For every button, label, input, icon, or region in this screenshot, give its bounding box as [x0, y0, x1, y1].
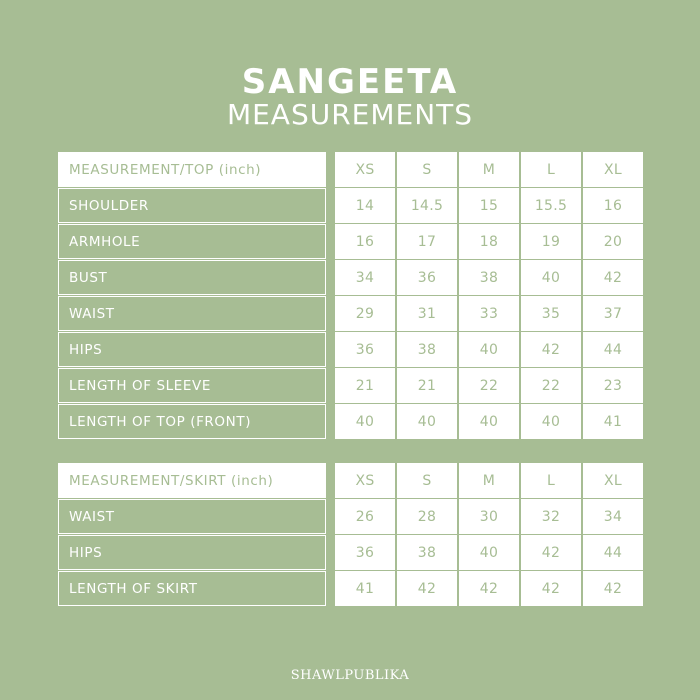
- size-header-m: M: [459, 463, 519, 498]
- value-cell: 41: [335, 571, 395, 606]
- table-header-label: MEASUREMENT/SKIRT (inch): [58, 463, 326, 498]
- value-cell: 42: [521, 332, 581, 367]
- table-row: [58, 332, 643, 367]
- size-header-s: S: [397, 152, 457, 187]
- value-cell: 21: [397, 368, 457, 403]
- brand-logo: SHAWLPUBLIKA: [290, 668, 410, 683]
- size-header-s: S: [397, 463, 457, 498]
- value-cell: 19: [521, 224, 581, 259]
- page-title: SANGEETA: [241, 62, 459, 102]
- value-cell: 40: [459, 404, 519, 439]
- value-cell: 28: [397, 499, 457, 534]
- value-cell: 40: [397, 404, 457, 439]
- table-row: [58, 535, 643, 570]
- row-label: WAIST: [58, 499, 326, 534]
- top-measurement-table: [58, 152, 643, 440]
- value-cell: 37: [583, 296, 643, 331]
- value-cell: 44: [583, 535, 643, 570]
- value-cell: 30: [459, 499, 519, 534]
- row-label: LENGTH OF SKIRT: [58, 571, 326, 606]
- value-cell: 40: [335, 404, 395, 439]
- value-cell: 38: [397, 332, 457, 367]
- value-cell: 14: [335, 188, 395, 223]
- value-cell: 42: [521, 571, 581, 606]
- size-header-xs: XS: [335, 463, 395, 498]
- page-subtitle: MEASUREMENTS: [226, 98, 474, 131]
- value-cell: 17: [397, 224, 457, 259]
- value-cell: 36: [335, 332, 395, 367]
- size-header-xs: XS: [335, 152, 395, 187]
- value-cell: 22: [459, 368, 519, 403]
- size-header-xl: XL: [583, 463, 643, 498]
- value-cell: 31: [397, 296, 457, 331]
- value-cell: 40: [521, 260, 581, 295]
- row-label: HIPS: [58, 332, 326, 367]
- skirt-measurement-table: [58, 463, 643, 607]
- value-cell: 41: [583, 404, 643, 439]
- size-header-xl: XL: [583, 152, 643, 187]
- table-row: [58, 296, 643, 331]
- value-cell: 42: [459, 571, 519, 606]
- value-cell: 16: [583, 188, 643, 223]
- table-row: [58, 404, 643, 439]
- value-cell: 20: [583, 224, 643, 259]
- table-row: [58, 499, 643, 534]
- table-row: [58, 368, 643, 403]
- value-cell: 15.5: [521, 188, 581, 223]
- row-label: HIPS: [58, 535, 326, 570]
- table-row: [58, 188, 643, 223]
- value-cell: 42: [521, 535, 581, 570]
- table-row: [58, 260, 643, 295]
- value-cell: 36: [335, 535, 395, 570]
- row-label: BUST: [58, 260, 326, 295]
- row-label: LENGTH OF SLEEVE: [58, 368, 326, 403]
- value-cell: 40: [521, 404, 581, 439]
- value-cell: 21: [335, 368, 395, 403]
- value-cell: 18: [459, 224, 519, 259]
- value-cell: 42: [397, 571, 457, 606]
- value-cell: 23: [583, 368, 643, 403]
- value-cell: 40: [459, 332, 519, 367]
- value-cell: 38: [397, 535, 457, 570]
- value-cell: 42: [583, 260, 643, 295]
- table-row: [58, 224, 643, 259]
- table-header-row: [58, 152, 643, 187]
- value-cell: 22: [521, 368, 581, 403]
- table-header-row: [58, 463, 643, 498]
- value-cell: 34: [335, 260, 395, 295]
- value-cell: 38: [459, 260, 519, 295]
- row-label: LENGTH OF TOP (FRONT): [58, 404, 326, 439]
- value-cell: 32: [521, 499, 581, 534]
- value-cell: 42: [583, 571, 643, 606]
- value-cell: 26: [335, 499, 395, 534]
- value-cell: 44: [583, 332, 643, 367]
- row-label: SHOULDER: [58, 188, 326, 223]
- value-cell: 14.5: [397, 188, 457, 223]
- table-row: [58, 571, 643, 606]
- value-cell: 35: [521, 296, 581, 331]
- value-cell: 34: [583, 499, 643, 534]
- value-cell: 36: [397, 260, 457, 295]
- value-cell: 40: [459, 535, 519, 570]
- row-label: WAIST: [58, 296, 326, 331]
- value-cell: 16: [335, 224, 395, 259]
- size-header-l: L: [521, 152, 581, 187]
- value-cell: 15: [459, 188, 519, 223]
- size-header-m: M: [459, 152, 519, 187]
- value-cell: 33: [459, 296, 519, 331]
- value-cell: 29: [335, 296, 395, 331]
- table-header-label: MEASUREMENT/TOP (inch): [58, 152, 326, 187]
- row-label: ARMHOLE: [58, 224, 326, 259]
- size-header-l: L: [521, 463, 581, 498]
